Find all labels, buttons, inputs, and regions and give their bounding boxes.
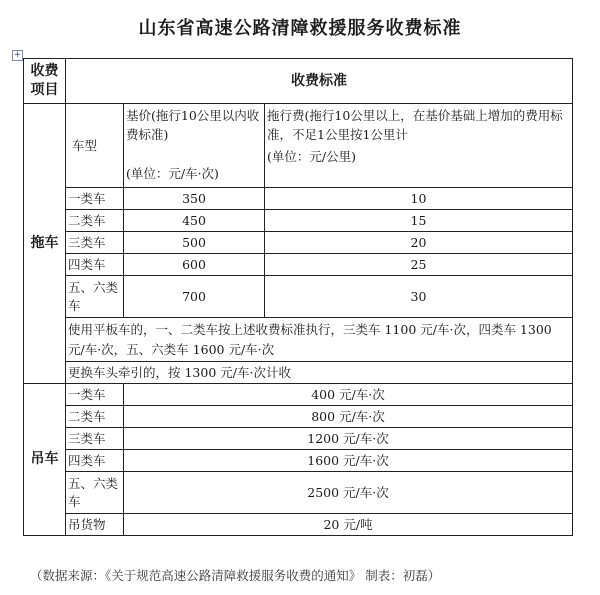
tow-row-extra: 30 — [265, 276, 573, 318]
table-row — [24, 362, 573, 384]
tow-subheader-row — [24, 104, 573, 188]
crane-row-price: 1600 元/车·次 — [124, 450, 573, 472]
crane-row-type: 四类车 — [66, 450, 124, 472]
crane-row-type: 五、六类车 — [66, 472, 124, 514]
tow-row-type: 五、六类车 — [66, 276, 124, 318]
crane-row-price: 2500 元/车·次 — [124, 472, 573, 514]
crane-row-type: 二类车 — [66, 406, 124, 428]
extra-fee-unit: (单位：元/公里) — [267, 149, 356, 164]
crane-row-type: 吊货物 — [66, 514, 124, 536]
tow-row-type: 四类车 — [66, 254, 124, 276]
tow-row-base: 600 — [124, 254, 265, 276]
crane-row-price: 800 元/车·次 — [124, 406, 573, 428]
crane-row-price: 400 元/车·次 — [124, 384, 573, 406]
crane-row-price: 20 元/吨 — [124, 514, 573, 536]
table-anchor-plus-icon[interactable]: + — [13, 50, 22, 60]
table-row — [24, 210, 573, 232]
crane-group-label: 吊车 — [24, 384, 66, 536]
table-row — [24, 384, 573, 406]
crane-row-price: 1200 元/车·次 — [124, 428, 573, 450]
extra-fee-header-cell — [265, 104, 573, 188]
tow-flatbed-note: 使用平板车的，一、二类车按上述收费标准执行，三类车 1100 元/车·次，四类车 1300 元/车·次，五、六类车 1600 元/车·次 — [66, 318, 573, 362]
tow-row-base: 700 — [124, 276, 265, 318]
tow-row-extra: 10 — [265, 188, 573, 210]
table-row — [24, 450, 573, 472]
table-row — [24, 254, 573, 276]
table-row — [24, 318, 573, 362]
source-note: （数据来源：《关于规范高速公路清障救援服务收费的通知》 制表：初磊） — [30, 568, 441, 583]
tow-row-base: 500 — [124, 232, 265, 254]
extra-fee-header: 拖行费(拖行10公里以上，在基价基础上增加的费用标准，不足1公里按1公里计 — [267, 108, 563, 142]
table-row — [24, 276, 573, 318]
vehicle-type-header: 车型 — [66, 104, 124, 188]
tow-row-type: 二类车 — [66, 210, 124, 232]
tow-row-type: 三类车 — [66, 232, 124, 254]
tow-row-extra: 15 — [265, 210, 573, 232]
table-row — [24, 514, 573, 536]
table-row — [24, 232, 573, 254]
header-standard-cell: 收费标准 — [66, 59, 573, 104]
base-price-header: 基价(拖行10公里以内收费标准) — [126, 108, 260, 142]
tow-row-extra: 20 — [265, 232, 573, 254]
fee-table — [23, 58, 573, 536]
table-row — [24, 472, 573, 514]
header-item-cell: 收费项目 — [24, 59, 66, 104]
tow-group-label: 拖车 — [24, 104, 66, 384]
base-price-unit: (单位：元/车·次) — [126, 166, 219, 181]
tow-row-extra: 25 — [265, 254, 573, 276]
table-row — [24, 188, 573, 210]
tow-row-type: 一类车 — [66, 188, 124, 210]
tow-row-base: 450 — [124, 210, 265, 232]
crane-row-type: 一类车 — [66, 384, 124, 406]
crane-row-type: 三类车 — [66, 428, 124, 450]
tow-tractor-note: 更换车头牵引的，按 1300 元/车·次计收 — [66, 362, 573, 384]
tow-row-base: 350 — [124, 188, 265, 210]
base-price-header-cell — [124, 104, 265, 188]
table-row — [24, 428, 573, 450]
page-title: 山东省高速公路清障救援服务收费标准 — [138, 18, 462, 39]
table-row — [24, 406, 573, 428]
table-header-row — [24, 59, 573, 104]
